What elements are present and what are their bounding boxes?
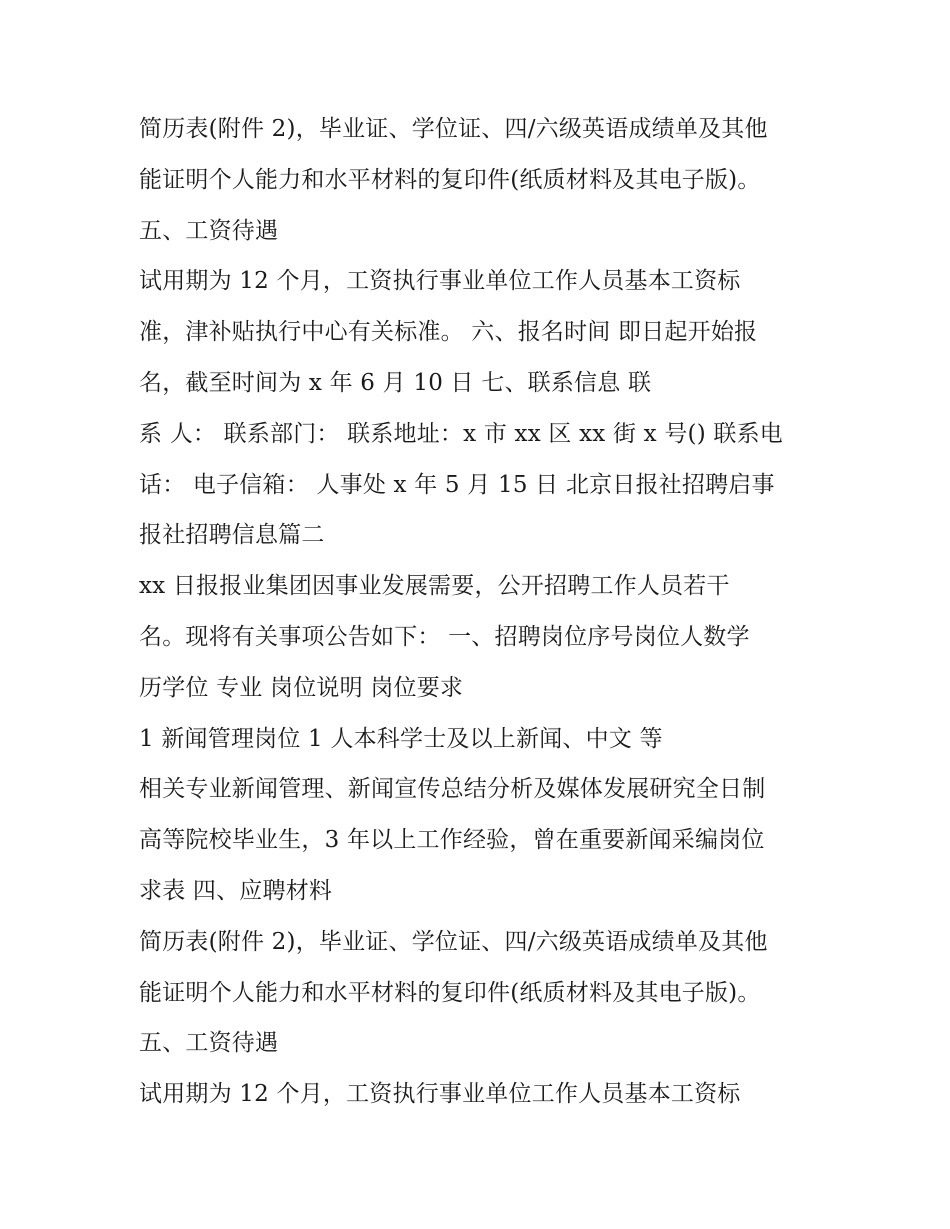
text-line: 简历表(附件 2)，毕业证、学位证、四/六级英语成绩单及其他	[139, 928, 768, 955]
text-line: xx 日报报业集团因事业发展需要，公开招聘工作人员若干	[139, 573, 730, 600]
text-line: 话： 电子信箱： 人事处 x 年 5 月 15 日 北京日报社招聘启事	[139, 471, 775, 498]
section-heading: 五、工资待遇	[139, 1030, 279, 1057]
text-line: 高等院校毕业生，3 年以上工作经验，曾在重要新闻采编岗位	[139, 827, 765, 854]
text-line: 求表 四、应聘材料	[139, 877, 333, 904]
text-line: 能证明个人能力和水平材料的复印件(纸质材料及其电子版)。	[139, 979, 761, 1006]
text-line: 名。现将有关事项公告如下： 一、招聘岗位序号岗位人数学	[139, 623, 750, 650]
section-heading: 报社招聘信息篇二	[139, 522, 325, 549]
text-line: 准，津补贴执行中心有关标准。 六、报名时间 即日起开始报	[139, 319, 758, 346]
text-line: 系 人： 联系部门： 联系地址：x 市 xx 区 xx 街 x 号() 联系电	[139, 420, 783, 447]
text-line: 1 新闻管理岗位 1 人本科学士及以上新闻、中文 等	[139, 725, 663, 752]
text-line: 历学位 专业 岗位说明 岗位要求	[139, 674, 464, 701]
text-line: 能证明个人能力和水平材料的复印件(纸质材料及其电子版)。	[139, 166, 761, 193]
text-line: 名，截至时间为 x 年 6 月 10 日 七、联系信息 联	[139, 369, 652, 396]
document-body	[139, 104, 839, 1120]
text-line: 相关专业新闻管理、新闻宣传总结分析及媒体发展研究全日制	[139, 776, 766, 803]
text-line: 试用期为 12 个月，工资执行事业单位工作人员基本工资标	[139, 1081, 741, 1108]
section-heading: 五、工资待遇	[139, 217, 279, 244]
text-line: 试用期为 12 个月，工资执行事业单位工作人员基本工资标	[139, 268, 741, 295]
text-line: 简历表(附件 2)，毕业证、学位证、四/六级英语成绩单及其他	[139, 116, 768, 142]
